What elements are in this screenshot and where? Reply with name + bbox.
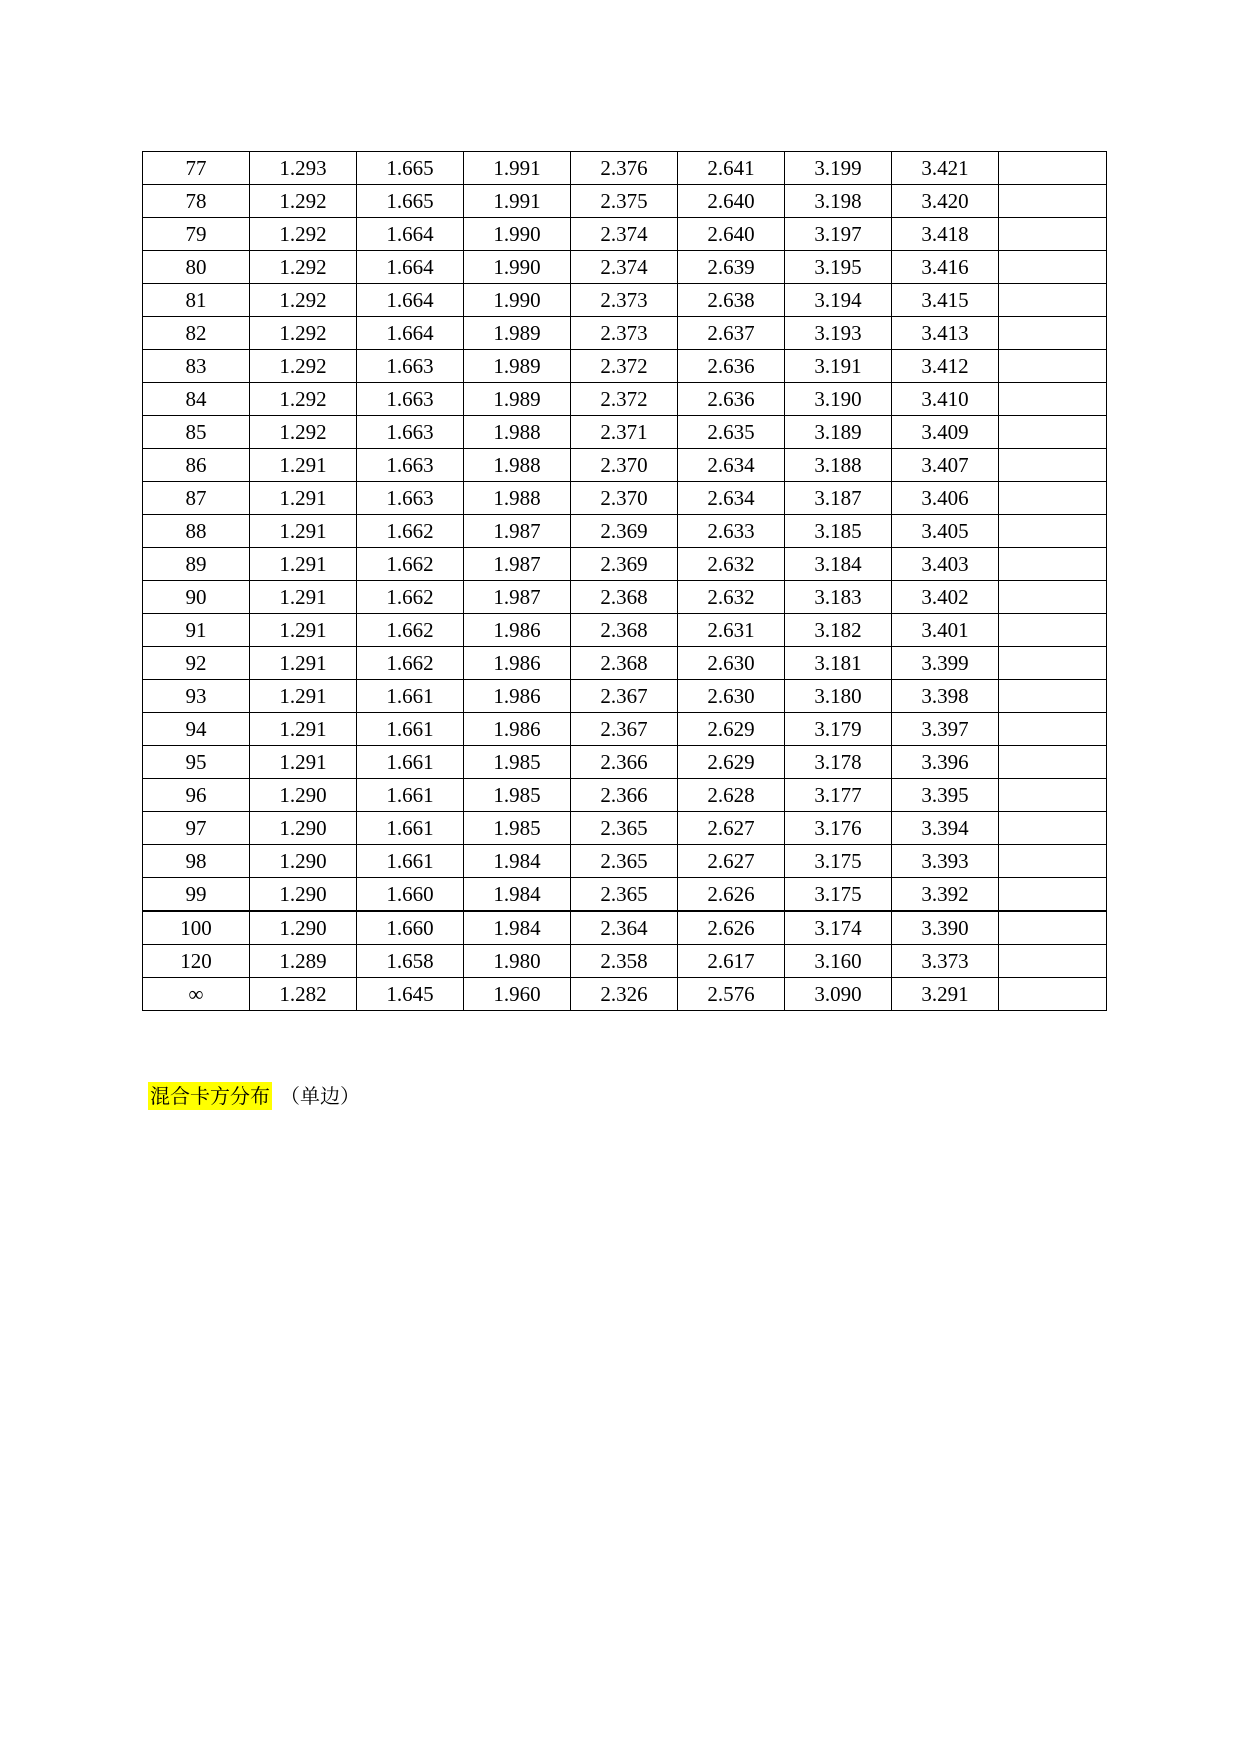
table-cell-value: 3.421 xyxy=(892,152,999,185)
table-cell-value: 3.392 xyxy=(892,878,999,912)
table-cell-value: 1.988 xyxy=(464,482,571,515)
table-cell-value: 2.632 xyxy=(678,548,785,581)
table-cell-value xyxy=(999,911,1107,945)
table-cell-value: 1.290 xyxy=(250,911,357,945)
table-cell-value: 3.175 xyxy=(785,878,892,912)
table-cell-value: 1.292 xyxy=(250,218,357,251)
table-row xyxy=(143,416,1107,449)
table-cell-value: 1.662 xyxy=(357,548,464,581)
table-cell-value: 2.639 xyxy=(678,251,785,284)
table-row xyxy=(143,482,1107,515)
table-cell-value xyxy=(999,581,1107,614)
table-cell-value: 2.326 xyxy=(571,978,678,1011)
table-cell-value: 2.641 xyxy=(678,152,785,185)
table-cell-value: 3.195 xyxy=(785,251,892,284)
table-cell-value: 1.291 xyxy=(250,614,357,647)
table-cell-value: 1.990 xyxy=(464,251,571,284)
table-row xyxy=(143,978,1107,1011)
table-cell-value: 3.397 xyxy=(892,713,999,746)
table-cell-value: 2.626 xyxy=(678,911,785,945)
table-cell-value: 3.413 xyxy=(892,317,999,350)
table-cell-value: 1.289 xyxy=(250,945,357,978)
table-cell-value: 2.358 xyxy=(571,945,678,978)
table-cell-value: 1.986 xyxy=(464,647,571,680)
table-cell-value xyxy=(999,945,1107,978)
table-cell-value: 1.986 xyxy=(464,614,571,647)
table-cell-value: 3.394 xyxy=(892,812,999,845)
table-cell-df: 94 xyxy=(143,713,250,746)
table-cell-value xyxy=(999,647,1107,680)
table-row xyxy=(143,284,1107,317)
table-cell-value: 1.645 xyxy=(357,978,464,1011)
table-cell-value xyxy=(999,878,1107,912)
table-cell-value: 1.662 xyxy=(357,614,464,647)
table-cell-value: 1.292 xyxy=(250,284,357,317)
table-cell-value: 2.630 xyxy=(678,680,785,713)
table-cell-value: 1.662 xyxy=(357,515,464,548)
table-cell-value: 1.986 xyxy=(464,680,571,713)
table-cell-value: 1.658 xyxy=(357,945,464,978)
table-cell-value: 3.090 xyxy=(785,978,892,1011)
table-cell-value: 1.990 xyxy=(464,218,571,251)
table-cell-value: 2.373 xyxy=(571,284,678,317)
table-cell-value: 2.372 xyxy=(571,383,678,416)
table-row xyxy=(143,911,1107,945)
table-cell-value: 1.664 xyxy=(357,284,464,317)
table-row xyxy=(143,350,1107,383)
table-cell-value: 1.991 xyxy=(464,152,571,185)
table-cell-value: 1.290 xyxy=(250,812,357,845)
table-row xyxy=(143,945,1107,978)
critical-value-table xyxy=(142,151,1107,1011)
table-cell-value: 1.661 xyxy=(357,746,464,779)
table-cell-value: 2.636 xyxy=(678,350,785,383)
table-cell-value: 1.290 xyxy=(250,845,357,878)
table-cell-df: 86 xyxy=(143,449,250,482)
table-cell-value: 3.373 xyxy=(892,945,999,978)
table-cell-value: 2.626 xyxy=(678,878,785,912)
table-cell-value: 2.372 xyxy=(571,350,678,383)
table-cell-value: 2.376 xyxy=(571,152,678,185)
table-cell-df: 88 xyxy=(143,515,250,548)
table-cell-value: 2.366 xyxy=(571,779,678,812)
table-row xyxy=(143,812,1107,845)
table-cell-df: 77 xyxy=(143,152,250,185)
table-cell-value: 1.662 xyxy=(357,647,464,680)
table-cell-value: 1.292 xyxy=(250,251,357,284)
table-cell-value: 1.991 xyxy=(464,185,571,218)
table-cell-value xyxy=(999,416,1107,449)
table-cell-value: 1.664 xyxy=(357,317,464,350)
table-cell-value: 3.420 xyxy=(892,185,999,218)
table-cell-df: 96 xyxy=(143,779,250,812)
table-cell-value: 3.175 xyxy=(785,845,892,878)
table-cell-value: 3.194 xyxy=(785,284,892,317)
table-cell-df: ∞ xyxy=(143,978,250,1011)
table-cell-value: 2.630 xyxy=(678,647,785,680)
table-cell-df: 82 xyxy=(143,317,250,350)
table-cell-value: 2.637 xyxy=(678,317,785,350)
table-cell-value: 1.990 xyxy=(464,284,571,317)
table-cell-value xyxy=(999,614,1107,647)
table-cell-value: 1.291 xyxy=(250,515,357,548)
table-cell-value: 1.290 xyxy=(250,779,357,812)
table-cell-value: 2.640 xyxy=(678,218,785,251)
table-row xyxy=(143,515,1107,548)
table-cell-value: 2.368 xyxy=(571,614,678,647)
table-cell-value: 2.633 xyxy=(678,515,785,548)
table-cell-value: 2.629 xyxy=(678,713,785,746)
table-cell-value: 3.178 xyxy=(785,746,892,779)
table-cell-value: 1.989 xyxy=(464,350,571,383)
table-cell-value: 1.663 xyxy=(357,416,464,449)
table-cell-value: 3.174 xyxy=(785,911,892,945)
table-cell-value: 1.985 xyxy=(464,746,571,779)
table-cell-df: 83 xyxy=(143,350,250,383)
table-cell-df: 99 xyxy=(143,878,250,912)
table-cell-value: 3.199 xyxy=(785,152,892,185)
table-cell-value: 1.291 xyxy=(250,581,357,614)
table-row xyxy=(143,845,1107,878)
table-cell-value xyxy=(999,515,1107,548)
section-heading-highlighted: 混合卡方分布 xyxy=(150,1084,270,1108)
table-cell-df: 85 xyxy=(143,416,250,449)
table-cell-value: 3.184 xyxy=(785,548,892,581)
table-cell-df: 79 xyxy=(143,218,250,251)
table-cell-value: 1.665 xyxy=(357,185,464,218)
table-row xyxy=(143,614,1107,647)
table-cell-value: 1.662 xyxy=(357,581,464,614)
table-cell-value xyxy=(999,350,1107,383)
table-cell-value: 1.661 xyxy=(357,812,464,845)
table-row xyxy=(143,713,1107,746)
table-cell-value: 2.375 xyxy=(571,185,678,218)
table-cell-df: 78 xyxy=(143,185,250,218)
table-cell-value: 2.364 xyxy=(571,911,678,945)
table-cell-value: 1.291 xyxy=(250,680,357,713)
table-row xyxy=(143,647,1107,680)
table-body xyxy=(143,152,1107,1011)
table-cell-value: 3.185 xyxy=(785,515,892,548)
table-row xyxy=(143,779,1107,812)
table-cell-value: 2.368 xyxy=(571,647,678,680)
table-cell-value: 3.390 xyxy=(892,911,999,945)
table-cell-value xyxy=(999,548,1107,581)
table-cell-value: 3.182 xyxy=(785,614,892,647)
table-cell-value: 1.661 xyxy=(357,713,464,746)
table-cell-value: 1.663 xyxy=(357,449,464,482)
table-cell-value: 3.193 xyxy=(785,317,892,350)
table-cell-value xyxy=(999,383,1107,416)
table-cell-value: 1.661 xyxy=(357,779,464,812)
table-cell-value: 1.661 xyxy=(357,680,464,713)
table-cell-value: 1.291 xyxy=(250,482,357,515)
table-cell-df: 90 xyxy=(143,581,250,614)
table-cell-value: 1.293 xyxy=(250,152,357,185)
table-cell-value: 2.628 xyxy=(678,779,785,812)
table-cell-value xyxy=(999,779,1107,812)
table-row xyxy=(143,746,1107,779)
table-cell-value: 1.292 xyxy=(250,416,357,449)
table-cell-value: 2.635 xyxy=(678,416,785,449)
table-cell-df: 92 xyxy=(143,647,250,680)
table-row xyxy=(143,548,1107,581)
table-row xyxy=(143,251,1107,284)
table-cell-value: 2.365 xyxy=(571,878,678,912)
table-cell-value: 2.617 xyxy=(678,945,785,978)
table-cell-df: 100 xyxy=(143,911,250,945)
table-row xyxy=(143,449,1107,482)
table-row xyxy=(143,185,1107,218)
table-cell-value: 3.187 xyxy=(785,482,892,515)
section-heading-note: （单边） xyxy=(280,1084,360,1108)
table-cell-value: 1.987 xyxy=(464,581,571,614)
table-cell-value: 3.406 xyxy=(892,482,999,515)
table-cell-value: 1.292 xyxy=(250,185,357,218)
table-cell-value xyxy=(999,746,1107,779)
table-cell-value: 3.291 xyxy=(892,978,999,1011)
table-cell-value: 1.988 xyxy=(464,449,571,482)
table-cell-value: 3.402 xyxy=(892,581,999,614)
table-cell-value: 1.291 xyxy=(250,647,357,680)
table-cell-value: 2.365 xyxy=(571,812,678,845)
table-cell-value: 1.291 xyxy=(250,548,357,581)
table-row xyxy=(143,383,1107,416)
table-cell-value: 1.661 xyxy=(357,845,464,878)
table-cell-value: 2.636 xyxy=(678,383,785,416)
table-cell-value: 2.370 xyxy=(571,482,678,515)
table-cell-value: 3.197 xyxy=(785,218,892,251)
table-cell-value: 3.393 xyxy=(892,845,999,878)
table-cell-value: 3.407 xyxy=(892,449,999,482)
table-cell-value: 1.292 xyxy=(250,383,357,416)
table-cell-value: 2.369 xyxy=(571,548,678,581)
table-cell-value: 3.395 xyxy=(892,779,999,812)
table-cell-df: 87 xyxy=(143,482,250,515)
table-cell-value: 2.629 xyxy=(678,746,785,779)
table-cell-value: 1.985 xyxy=(464,779,571,812)
table-cell-value: 3.188 xyxy=(785,449,892,482)
table-cell-value xyxy=(999,251,1107,284)
table-cell-value: 1.664 xyxy=(357,251,464,284)
table-cell-value: 1.960 xyxy=(464,978,571,1011)
table-cell-df: 81 xyxy=(143,284,250,317)
table-cell-value: 1.984 xyxy=(464,911,571,945)
table-cell-value: 3.410 xyxy=(892,383,999,416)
table-cell-value: 2.632 xyxy=(678,581,785,614)
section-heading xyxy=(148,1080,360,1112)
table-cell-value xyxy=(999,680,1107,713)
table-cell-value: 3.176 xyxy=(785,812,892,845)
table-cell-value: 3.180 xyxy=(785,680,892,713)
table-cell-value: 2.627 xyxy=(678,845,785,878)
table-row xyxy=(143,680,1107,713)
table-cell-value: 1.985 xyxy=(464,812,571,845)
table-cell-value: 1.292 xyxy=(250,350,357,383)
table-cell-value: 1.984 xyxy=(464,878,571,912)
table-cell-value: 3.399 xyxy=(892,647,999,680)
table-cell-value: 1.282 xyxy=(250,978,357,1011)
table-cell-df: 80 xyxy=(143,251,250,284)
table-cell-value: 1.663 xyxy=(357,482,464,515)
table-cell-value: 1.663 xyxy=(357,383,464,416)
table-cell-value xyxy=(999,152,1107,185)
table-cell-value: 3.181 xyxy=(785,647,892,680)
table-row xyxy=(143,152,1107,185)
table-cell-value: 1.291 xyxy=(250,746,357,779)
table-cell-value xyxy=(999,713,1107,746)
table-cell-value: 1.660 xyxy=(357,911,464,945)
table-cell-value: 2.640 xyxy=(678,185,785,218)
table-cell-value: 1.987 xyxy=(464,548,571,581)
table-cell-value: 1.989 xyxy=(464,317,571,350)
table-cell-value: 1.980 xyxy=(464,945,571,978)
table-cell-value: 3.412 xyxy=(892,350,999,383)
table-cell-value: 2.366 xyxy=(571,746,678,779)
table-cell-value: 2.634 xyxy=(678,482,785,515)
table-cell-value: 2.367 xyxy=(571,713,678,746)
table-cell-value: 1.663 xyxy=(357,350,464,383)
table-cell-value xyxy=(999,317,1107,350)
table-cell-value: 3.416 xyxy=(892,251,999,284)
table-cell-value: 2.634 xyxy=(678,449,785,482)
table-cell-value: 3.183 xyxy=(785,581,892,614)
table-cell-value xyxy=(999,284,1107,317)
table-cell-value: 1.290 xyxy=(250,878,357,912)
table-cell-value: 2.368 xyxy=(571,581,678,614)
table-cell-value: 2.638 xyxy=(678,284,785,317)
table-cell-value: 3.405 xyxy=(892,515,999,548)
table-cell-value: 1.986 xyxy=(464,713,571,746)
table-cell-df: 84 xyxy=(143,383,250,416)
table-cell-value: 2.371 xyxy=(571,416,678,449)
table-cell-value: 2.370 xyxy=(571,449,678,482)
table-cell-value: 1.987 xyxy=(464,515,571,548)
table-cell-value: 3.177 xyxy=(785,779,892,812)
table-cell-df: 98 xyxy=(143,845,250,878)
table-cell-value: 2.627 xyxy=(678,812,785,845)
table-cell-value: 3.415 xyxy=(892,284,999,317)
table-cell-value: 3.418 xyxy=(892,218,999,251)
table-cell-value: 1.665 xyxy=(357,152,464,185)
table-cell-df: 95 xyxy=(143,746,250,779)
table-cell-value: 1.660 xyxy=(357,878,464,912)
table-cell-value: 2.576 xyxy=(678,978,785,1011)
table-cell-df: 93 xyxy=(143,680,250,713)
table-cell-value: 3.191 xyxy=(785,350,892,383)
table-cell-value: 3.198 xyxy=(785,185,892,218)
table-cell-value: 3.396 xyxy=(892,746,999,779)
table-cell-df: 89 xyxy=(143,548,250,581)
table-cell-value xyxy=(999,812,1107,845)
table-cell-value: 1.664 xyxy=(357,218,464,251)
table-cell-value xyxy=(999,185,1107,218)
table-cell-value: 3.409 xyxy=(892,416,999,449)
table-row xyxy=(143,317,1107,350)
table-cell-value: 2.373 xyxy=(571,317,678,350)
table-cell-value: 3.160 xyxy=(785,945,892,978)
table-cell-value xyxy=(999,218,1107,251)
table-cell-value: 3.190 xyxy=(785,383,892,416)
table-cell-value: 1.291 xyxy=(250,449,357,482)
table-cell-df: 97 xyxy=(143,812,250,845)
table-cell-value: 2.369 xyxy=(571,515,678,548)
table-cell-value: 1.984 xyxy=(464,845,571,878)
table-row xyxy=(143,878,1107,912)
table-cell-value: 2.365 xyxy=(571,845,678,878)
table-cell-value: 2.631 xyxy=(678,614,785,647)
table-cell-value: 1.989 xyxy=(464,383,571,416)
table-cell-value xyxy=(999,482,1107,515)
table-cell-df: 91 xyxy=(143,614,250,647)
table-cell-value: 3.403 xyxy=(892,548,999,581)
table-cell-value xyxy=(999,978,1107,1011)
table-cell-value: 1.988 xyxy=(464,416,571,449)
table-cell-value: 3.189 xyxy=(785,416,892,449)
table-cell-df: 120 xyxy=(143,945,250,978)
table-row xyxy=(143,218,1107,251)
table-cell-value: 3.179 xyxy=(785,713,892,746)
table-cell-value: 2.374 xyxy=(571,251,678,284)
table-cell-value xyxy=(999,449,1107,482)
table-cell-value: 3.401 xyxy=(892,614,999,647)
table-cell-value: 1.291 xyxy=(250,713,357,746)
table-cell-value: 3.398 xyxy=(892,680,999,713)
table-row xyxy=(143,581,1107,614)
table-cell-value: 1.292 xyxy=(250,317,357,350)
table-cell-value xyxy=(999,845,1107,878)
table-cell-value: 2.374 xyxy=(571,218,678,251)
table-cell-value: 2.367 xyxy=(571,680,678,713)
